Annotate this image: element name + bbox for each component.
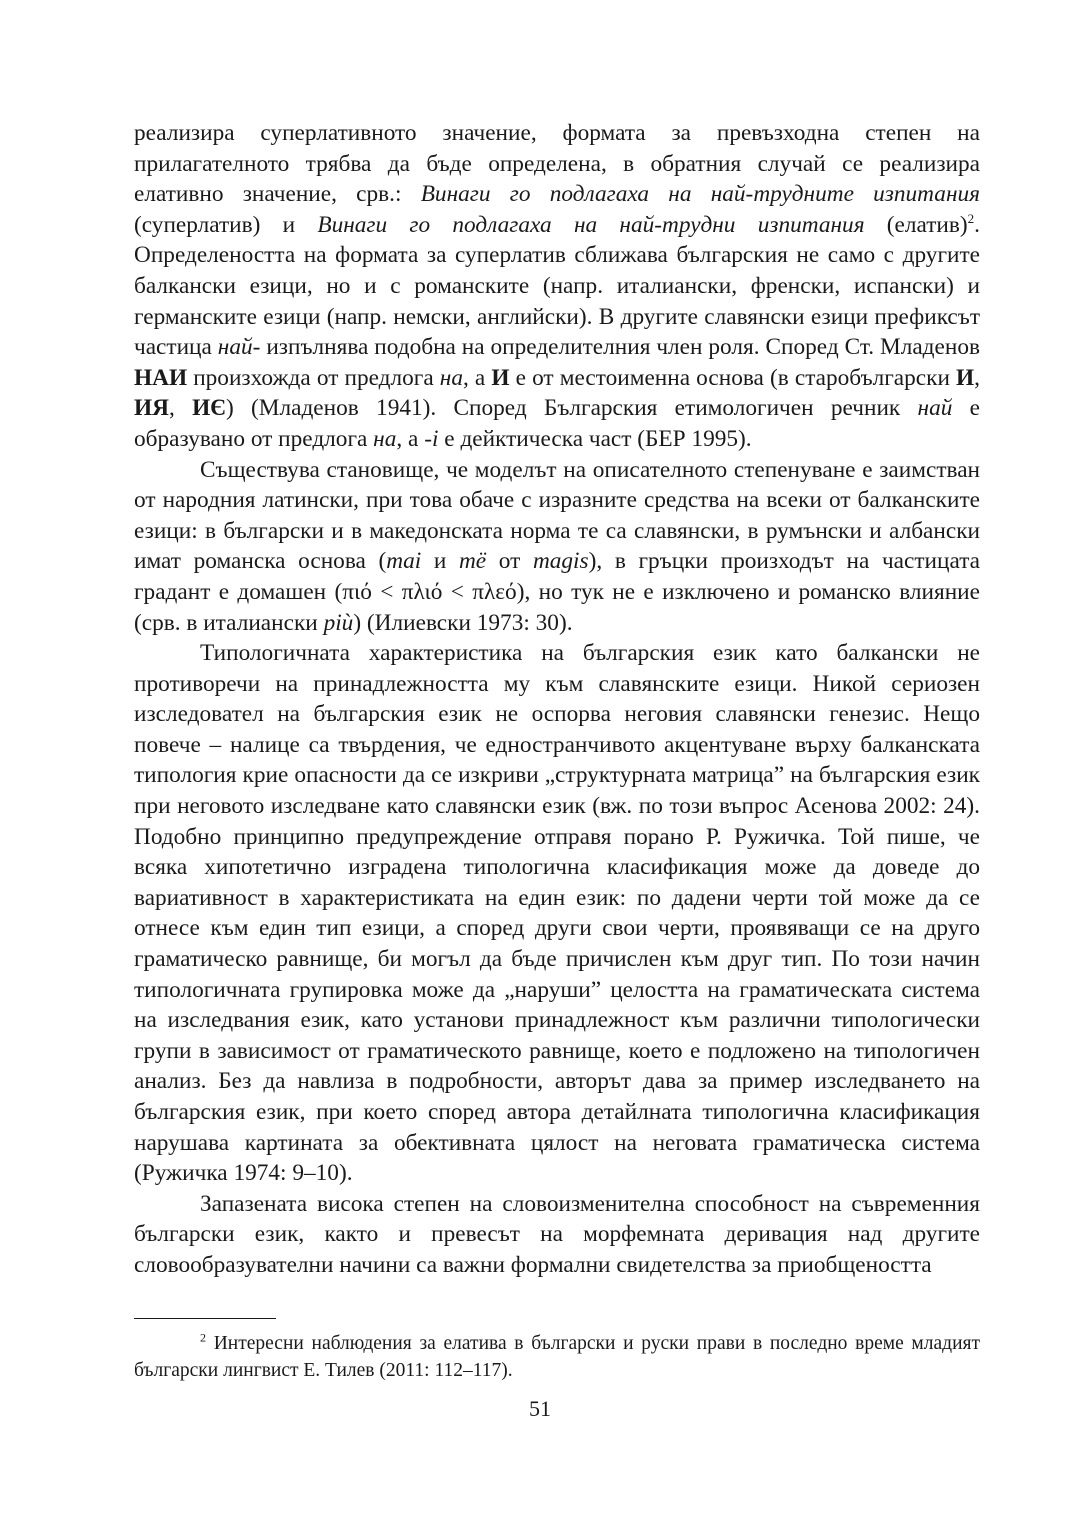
text-run: ), в гръцки произходът на частицата градант е домашен (πιό < πλιό < πλεό), но тук не е изключено и романско влияние (срв. в италиански <box>134 548 981 636</box>
italic-term: -i <box>424 425 439 452</box>
footnote <box>134 1330 980 1384</box>
footnote-reference[interactable]: 2 <box>967 211 975 227</box>
text-run: е образувано от предлога <box>134 395 980 452</box>
italic-term: на <box>373 425 397 452</box>
text-run: , <box>974 364 980 391</box>
italic-term: mai <box>386 548 422 575</box>
footnote-text: Интересни наблюдения за елатива в български и руски прави в последно време младият български лингвист Е. Тилев (2011: 112–117). <box>134 1333 980 1381</box>
text-run: е от местоименна основа (в старобългарски <box>509 364 957 391</box>
text-run: , а <box>463 364 492 391</box>
text-run: реализира суперлативното значение, формата за превъзходна степен на прилагателното трябва да бъде определена, в обратния случай се реализира елативно значение, срв.: <box>134 120 980 208</box>
text-run: ) (Илиевски 1973: 30). <box>353 609 573 636</box>
text-run: , а <box>396 425 425 452</box>
text-run: (елатив) <box>864 211 968 238</box>
old-bulgarian-form: И <box>491 364 510 391</box>
footnote-separator <box>134 1318 276 1319</box>
old-bulgarian-form: И <box>956 364 975 391</box>
italic-term: più <box>323 609 354 636</box>
paragraph-4: Запазената висока степен на словоизменителна способност на съвременния български език, както и превесът на морфемната деривация над другите словообразувателни начини са важни формални свидетелства за приобщеността <box>134 1190 980 1278</box>
text-run: от <box>486 548 533 575</box>
old-bulgarian-form: ИЯ <box>134 395 169 422</box>
text-run: . Определеността на формата за суперлатив сближава българския не само с другите балкански езици, но и с романските (напр. италиански, френски, испански) и германските езици (напр. немски, английски). В другите славянски езици префиксът частица <box>134 211 980 361</box>
italic-term: magis <box>532 548 589 575</box>
page-number: 51 <box>529 1396 551 1421</box>
text-run: изпълнява подобна на определителния член роля. Според Ст. Младенов <box>260 334 980 361</box>
text-run: (суперлатив) и <box>134 211 318 238</box>
text-run: е дейктическа част (БЕР 1995). <box>438 425 752 452</box>
old-bulgarian-form: ИЄ <box>192 395 226 422</box>
text-run: ) (Младенов 1941). Според Българския етимологичен речник <box>225 395 918 422</box>
text-run: , <box>168 395 193 422</box>
italic-term: най- <box>217 334 261 361</box>
paragraph-2 <box>134 455 980 639</box>
footnote-number: 2 <box>200 1330 206 1345</box>
example-superlative: Винаги го подлагаха на най-трудните изпитания <box>420 181 980 208</box>
page-body <box>134 118 980 1281</box>
text-run: Съществува становище, че моделът на описателното степенуване е заимстван от народния латински, при това обаче с изразните средства на всеки от балканските езици: в български и в македонската норма те са славянски, в румънски и албански имат романска основа ( <box>134 456 980 575</box>
italic-term: на <box>439 364 463 391</box>
paragraph-3: Типологичната характеристика на българския език като балкански не противоречи на принадлежността му към славянските езици. Никой сериозен изследовател на българския език не оспорва неговия славянски генезис. Нещо повече – налице са твърдения, че едностранчивото акцентуване върху балканската типология крие опасности да се изкриви „структурната матрица” на българския език при неговото изследване като славянски език (вж. по този въпрос Асенова 2002: 24). Подобно принципно предупреждение отправя порано Р. Ружичка. Той пише, че всяка хипотетично изградена типологична класификация може да доведе до вариативност в характеристиката на един език: по дадени черти той може да се отнесе към един тип езици, а според други свои черти, проявяващи се на друго граматическо равнище, би могъл да бъде причислен към друг тип. По този начин типологичната групировка може да „наруши” целостта на граматическата система на изследвания език, като установи принадлежност към различни типологически групи в зависимост от граматическото равнище, което е подложено на типологичен анализ. Без да навлиза в подробности, авторът дава за пример изследването на българския език, при което според автора детайлната типологична класификация нарушава картината за обективната цялост на неговата граматическа система (Ружичка 1974: 9–10). <box>134 640 980 1187</box>
old-bulgarian-form: НАИ <box>134 364 188 391</box>
italic-term: më <box>458 548 487 575</box>
paragraph-1 <box>134 118 980 455</box>
example-elative: Винаги го подлагаха на най-трудни изпитания <box>317 211 865 238</box>
text-run: и <box>421 548 459 575</box>
italic-term: най <box>917 395 953 422</box>
text-run: произхожда от предлога <box>187 364 440 391</box>
